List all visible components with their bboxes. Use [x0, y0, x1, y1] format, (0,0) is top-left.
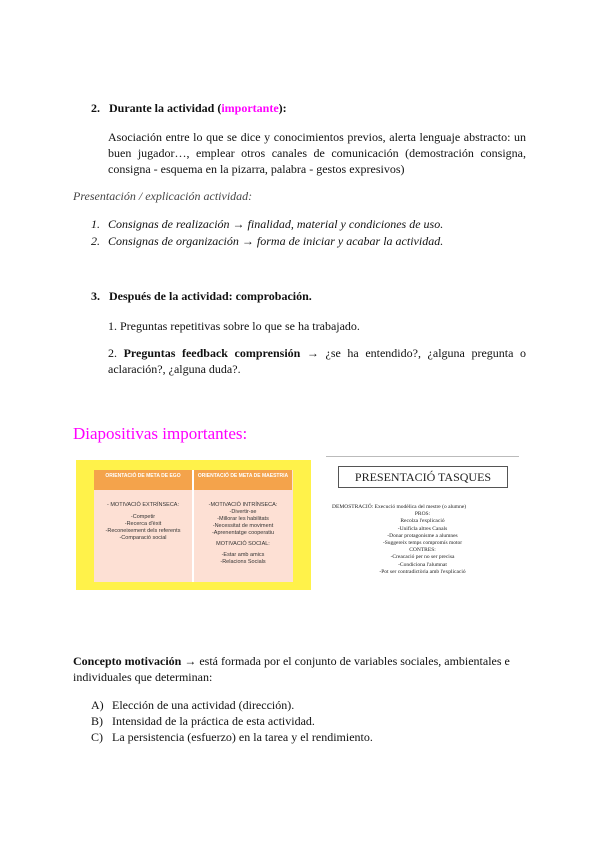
- column-list: [94, 502, 192, 542]
- list-number: 1.: [91, 217, 100, 231]
- section-2-title-end: ):: [278, 101, 287, 115]
- column-item: -Divertir-se: [229, 509, 257, 515]
- slide-2-line: -Unificla altres Canals: [397, 525, 448, 532]
- concept-rest: → está formada por el conjunto de variables sociales, ambientales e individuales que determinan:: [73, 654, 510, 684]
- presentation-heading: Presentación / explicación actividad:: [73, 189, 253, 203]
- list-item-text: Consignas de organización → forma de iniciar y acabar la actividad.: [108, 234, 444, 248]
- slide-2-line: -Donar protagonisme a alumnes: [387, 532, 458, 539]
- column-header: ORIENTACIÓ DE META DE MAESTRIA: [194, 470, 292, 490]
- column-header: ORIENTACIÓ DE META DE EGO: [94, 470, 192, 490]
- presentation-item-2: [91, 233, 531, 249]
- slide-2-title: PRESENTACIÓ TASQUES: [338, 466, 508, 488]
- concept-item-b: [91, 713, 315, 729]
- item-2-rest: → ¿se ha entendido?, ¿alguna pregunta o aclaración?, ¿alguna duda?.: [108, 346, 527, 376]
- column-list: [194, 502, 292, 566]
- list-letter: B): [91, 714, 103, 728]
- column-item: -Competir: [130, 514, 156, 520]
- section-3-heading: [91, 288, 312, 304]
- section-3-item-2: [108, 345, 526, 377]
- concept-item-a: [91, 697, 294, 713]
- list-number: 2.: [91, 234, 100, 248]
- section-2-number: 2.: [91, 101, 100, 115]
- concept-bold: Concepto motivación: [73, 654, 182, 668]
- slide-2-top-rule: [326, 456, 519, 457]
- column-item: -Aprenentatge cooperatiu: [211, 530, 275, 536]
- slide-2-line: DEMOSTRACIÓ: Execució modèlica del mestre (o alumne): [332, 504, 467, 510]
- column-item: -Relacions Socials: [220, 559, 266, 565]
- list-item-text: La persistencia (esfuerzo) en la tarea y el rendimiento.: [112, 730, 373, 744]
- slide-1-table: [94, 470, 293, 582]
- column-item: -Necessitat de moviment: [212, 523, 274, 529]
- list-letter: C): [91, 730, 103, 744]
- slide-2-line: CONTRES:: [409, 547, 436, 554]
- item-2-number: 2.: [108, 346, 117, 360]
- slide-image-1: [76, 460, 311, 590]
- section-2-title: Durante la actividad (: [109, 101, 222, 115]
- concept-paragraph: [73, 653, 528, 685]
- column-item: - MOTIVACIÓ EXTRÍNSECA:: [106, 502, 179, 508]
- column-item: -Estar amb amics: [221, 552, 265, 558]
- list-item-text: Intensidad de la práctica de esta actividad.: [112, 714, 315, 728]
- slide-1-column-maestria: [194, 470, 292, 582]
- section-3-item-1: 1. Preguntas repetitivas sobre lo que se ha trabajado.: [108, 319, 360, 333]
- slide-1-column-ego: [94, 470, 192, 582]
- slide-2-line: PROS:: [414, 511, 431, 518]
- slide-2-body: [326, 504, 519, 576]
- presentation-item-1: [91, 216, 531, 232]
- section-3-title: Después de la actividad: comprobación.: [109, 289, 312, 303]
- section-3-number: 3.: [91, 289, 100, 303]
- slide-2-line: Recolza l'explicació: [400, 518, 445, 525]
- list-letter: A): [91, 698, 104, 712]
- column-item: -Reconeixement dels referents: [105, 528, 181, 534]
- slides-heading: Diapositivas importantes:: [73, 424, 248, 443]
- column-item: -Recerca d'èxit: [124, 521, 162, 527]
- column-item: MOTIVACIÓ SOCIAL:: [216, 541, 270, 547]
- concept-item-c: [91, 729, 373, 745]
- column-item: -Millorar les habilitats: [217, 516, 269, 522]
- slide-2-line: -Suggereix temps compromís motor: [382, 540, 463, 547]
- section-2-body: Asociación entre lo que se dice y conocimientos previos, alerta lenguaje abstracto: un buen jugador…, emplear otros canales de comunicación (demostración consigna, consigna - esquema en la pizarra, palabra - gestos expresivos): [108, 130, 526, 176]
- slide-2-line: -Creacació per no ser precisa: [390, 554, 455, 561]
- section-2-highlight: importante: [221, 101, 279, 115]
- item-2-bold: Preguntas feedback comprensión: [123, 346, 301, 360]
- slide-2-line: -Condiciona l'alumnat: [398, 561, 447, 568]
- list-item-text: Elección de una actividad (dirección).: [112, 698, 295, 712]
- slide-2-line: -Pot ser contradictòria amb l'explicació: [379, 568, 466, 575]
- list-item-text: Consignas de realización → finalidad, material y condiciones de uso.: [108, 217, 444, 231]
- section-2-heading: [91, 100, 287, 116]
- column-item: -MOTIVACIÓ INTRÍNSECA:: [208, 502, 278, 508]
- slide-image-2: [326, 456, 519, 591]
- column-item: -Comparació social: [119, 535, 167, 541]
